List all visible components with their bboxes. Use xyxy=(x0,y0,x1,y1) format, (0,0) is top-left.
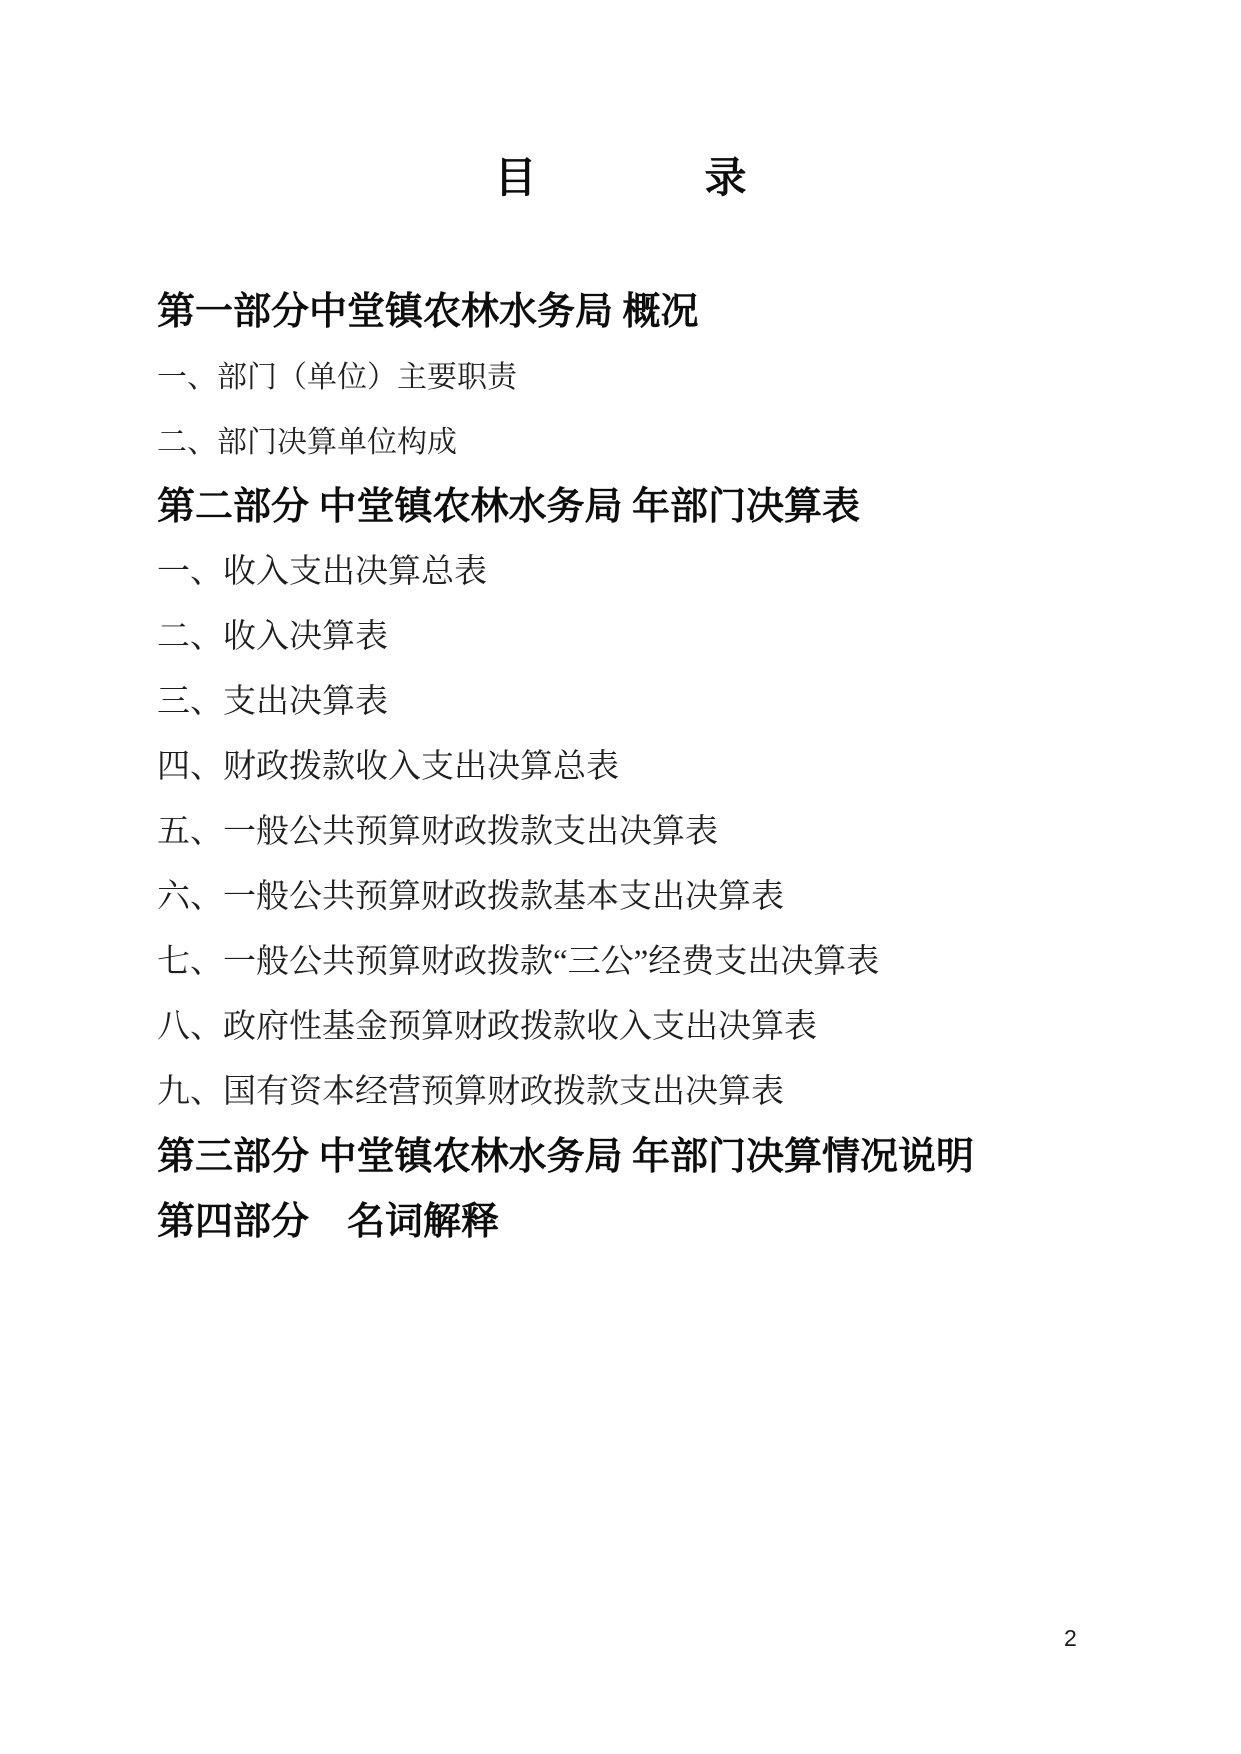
toc-item: 九、国有资本经营预算财政拨款支出决算表 xyxy=(157,1074,784,1110)
page-title: 目 录 xyxy=(494,156,747,202)
toc-item: 六、一般公共预算财政拨款基本支出决算表 xyxy=(157,879,784,915)
toc-part-1-heading: 第一部分中堂镇农林水务局 概况 xyxy=(157,291,699,333)
toc-item: 一、收入支出决算总表 xyxy=(157,554,487,590)
toc-item: 四、财政拨款收入支出决算总表 xyxy=(157,749,619,785)
toc-item: 二、部门决算单位构成 xyxy=(157,426,457,459)
table-of-contents xyxy=(157,280,1241,1255)
toc-item: 八、政府性基金预算财政拨款收入支出决算表 xyxy=(157,1009,817,1045)
toc-item: 五、一般公共预算财政拨款支出决算表 xyxy=(157,814,718,850)
toc-item: 一、部门（单位）主要职责 xyxy=(157,361,517,394)
page-number: 2 xyxy=(1064,1625,1077,1651)
toc-part-4-heading: 第四部分 名词解释 xyxy=(157,1201,500,1243)
toc-item: 二、收入决算表 xyxy=(157,619,388,655)
toc-item: 三、支出决算表 xyxy=(157,684,388,720)
toc-part-3-heading: 第三部分 中堂镇农林水务局 年部门决算情况说明 xyxy=(157,1136,975,1178)
toc-part-2-heading: 第二部分 中堂镇农林水务局 年部门决算表 xyxy=(157,486,861,528)
toc-item: 七、一般公共预算财政拨款“三公”经费支出决算表 xyxy=(157,944,880,980)
